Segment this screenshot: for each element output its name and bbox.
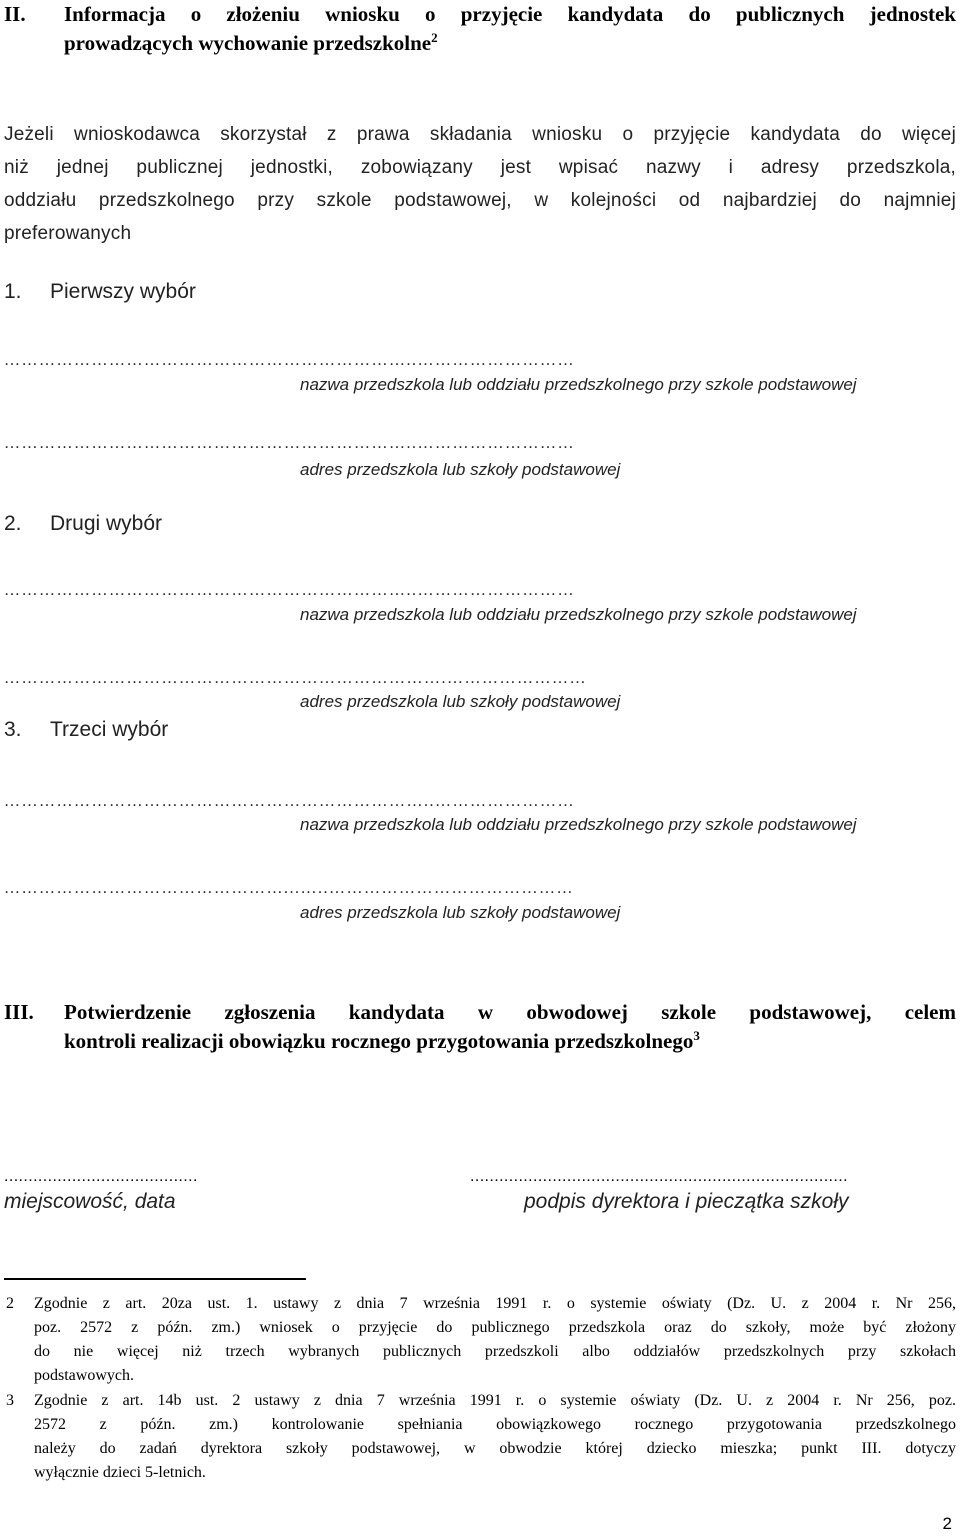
choice-2-heading xyxy=(4,512,162,536)
choice-1-heading xyxy=(4,280,196,304)
signature-field[interactable]: .............................................................................. xyxy=(470,1168,848,1185)
footnote-2-line-3: do nie więcej niż trzech wybranych publicznych przedszkoli albo oddziałów przedszkolnych przy szkołach xyxy=(34,1343,956,1360)
signature-label: podpis dyrektora i pieczątka szkoły xyxy=(524,1190,849,1213)
place-date-field[interactable]: ........................................ xyxy=(4,1168,198,1185)
intro-line-4: preferowanych xyxy=(4,223,132,244)
footnote-3-line-1: Zgodnie z art. 14b ust. 2 ustawy z dnia 7 września 1991 r. o systemie oświaty (Dz. U. z 2004 r. Nr 256, poz. xyxy=(34,1392,956,1409)
section-3-title xyxy=(64,998,956,1056)
choice-3-address-caption: adres przedszkola lub szkoły podstawowej xyxy=(300,903,621,922)
choice-3-label: Trzeci wybór xyxy=(50,718,169,741)
place-date-label: miejscowość, data xyxy=(4,1190,176,1213)
choice-2-label: Drugi wybór xyxy=(50,512,163,535)
section-2-title xyxy=(64,0,956,58)
choice-2-name-caption: nazwa przedszkola lub oddziału przedszkolnego przy szkole podstawowej xyxy=(300,605,857,624)
footnote-3-line-4: wyłącznie dzieci 5-letnich. xyxy=(34,1464,206,1481)
intro-line-2: niż jednej publicznej jednostki, zobowiązany jest wpisać nazwy i adresy przedszkola, xyxy=(4,157,956,178)
footnote-2-line-4: podstawowych. xyxy=(34,1367,134,1384)
section-3-title-line-1: Potwierdzenie zgłoszenia kandydata w obwodowej szkole podstawowej, celem xyxy=(64,1000,956,1024)
page-number: 2 xyxy=(942,1514,952,1533)
footnote-ref-2: 2 xyxy=(431,30,438,45)
choice-2-name-field[interactable]: ……………………………………………………………..……………………… xyxy=(4,582,575,599)
section-2-intro xyxy=(4,118,956,250)
choice-2-number: 2. xyxy=(4,512,22,535)
choice-1-address-caption: adres przedszkola lub szkoły podstawowej xyxy=(300,460,621,479)
footnote-2-number: 2 xyxy=(6,1295,14,1312)
section-3-number: III. xyxy=(4,1000,34,1024)
choice-3-name-caption: nazwa przedszkola lub oddziału przedszkolnego przy szkole podstawowej xyxy=(300,815,857,834)
footnote-3-text xyxy=(34,1389,956,1485)
footnote-3-line-2: 2572 z późn. zm.) kontrolowanie spełniania obowiązkowego rocznego przygotowania przedszkolnego xyxy=(34,1416,956,1433)
choice-3-heading xyxy=(4,718,168,742)
section-2-number: II. xyxy=(4,2,26,26)
intro-line-1: Jeżeli wnioskodawca skorzystał z prawa składania wniosku o przyjęcie kandydata do więcej xyxy=(4,124,956,145)
footnote-3-line-3: należy do zadań dyrektora szkoły podstawowej, w obwodzie której dziecko mieszka; punkt III. dotyczy xyxy=(34,1440,956,1457)
choice-1-address-field[interactable]: ……………………………………………………………..……………………… xyxy=(4,435,575,452)
footnote-2-line-1: Zgodnie z art. 20za ust. 1. ustawy z dnia 7 września 1991 r. o systemie oświaty (Dz. U. z 2004 r. Nr 256, xyxy=(34,1295,956,1312)
choice-3-address-field[interactable]: …………………………………………...…..…………………………………… xyxy=(4,880,574,897)
section-3-title-line-2: kontroli realizacji obowiązku rocznego przygotowania przedszkolnego$^3$ xyxy=(64,1028,700,1053)
choice-1-name-caption: nazwa przedszkola lub oddziału przedszkolnego przy szkole podstawowej xyxy=(300,375,857,394)
choice-3-number: 3. xyxy=(4,718,22,741)
choice-1-label: Pierwszy wybór xyxy=(50,280,196,303)
choice-3-name-field[interactable]: ………………………………………………………………..…………………… xyxy=(4,793,575,810)
choice-1-number: 1. xyxy=(4,280,22,303)
choice-1-name-field[interactable]: ……………………………………………………………..……………………… xyxy=(4,352,575,369)
choice-2-address-caption: adres przedszkola lub szkoły podstawowej xyxy=(300,692,621,711)
section-2-title-line-1: Informacja o złożeniu wniosku o przyjęcie kandydata do publicznych jednostek xyxy=(64,2,956,26)
footnote-2-text xyxy=(34,1292,956,1388)
footnote-ref-3: 3 xyxy=(693,1028,700,1043)
footnote-2-line-2: poz. 2572 z późn. zm.) wniosek o przyjęcie do publicznego przedszkola oraz do szkoły, może być złożony xyxy=(34,1319,956,1336)
footnote-3-number: 3 xyxy=(6,1392,14,1409)
choice-2-address-field[interactable]: ………………………………………………………………….…………………… xyxy=(4,670,587,687)
footnote-separator xyxy=(4,1278,306,1280)
section-2-title-line-2: prowadzących wychowanie przedszkolne$^2$ xyxy=(64,30,438,55)
intro-line-3: oddziału przedszkolnego przy szkole podstawowej, w kolejności od najbardziej do najmniej xyxy=(4,190,956,211)
